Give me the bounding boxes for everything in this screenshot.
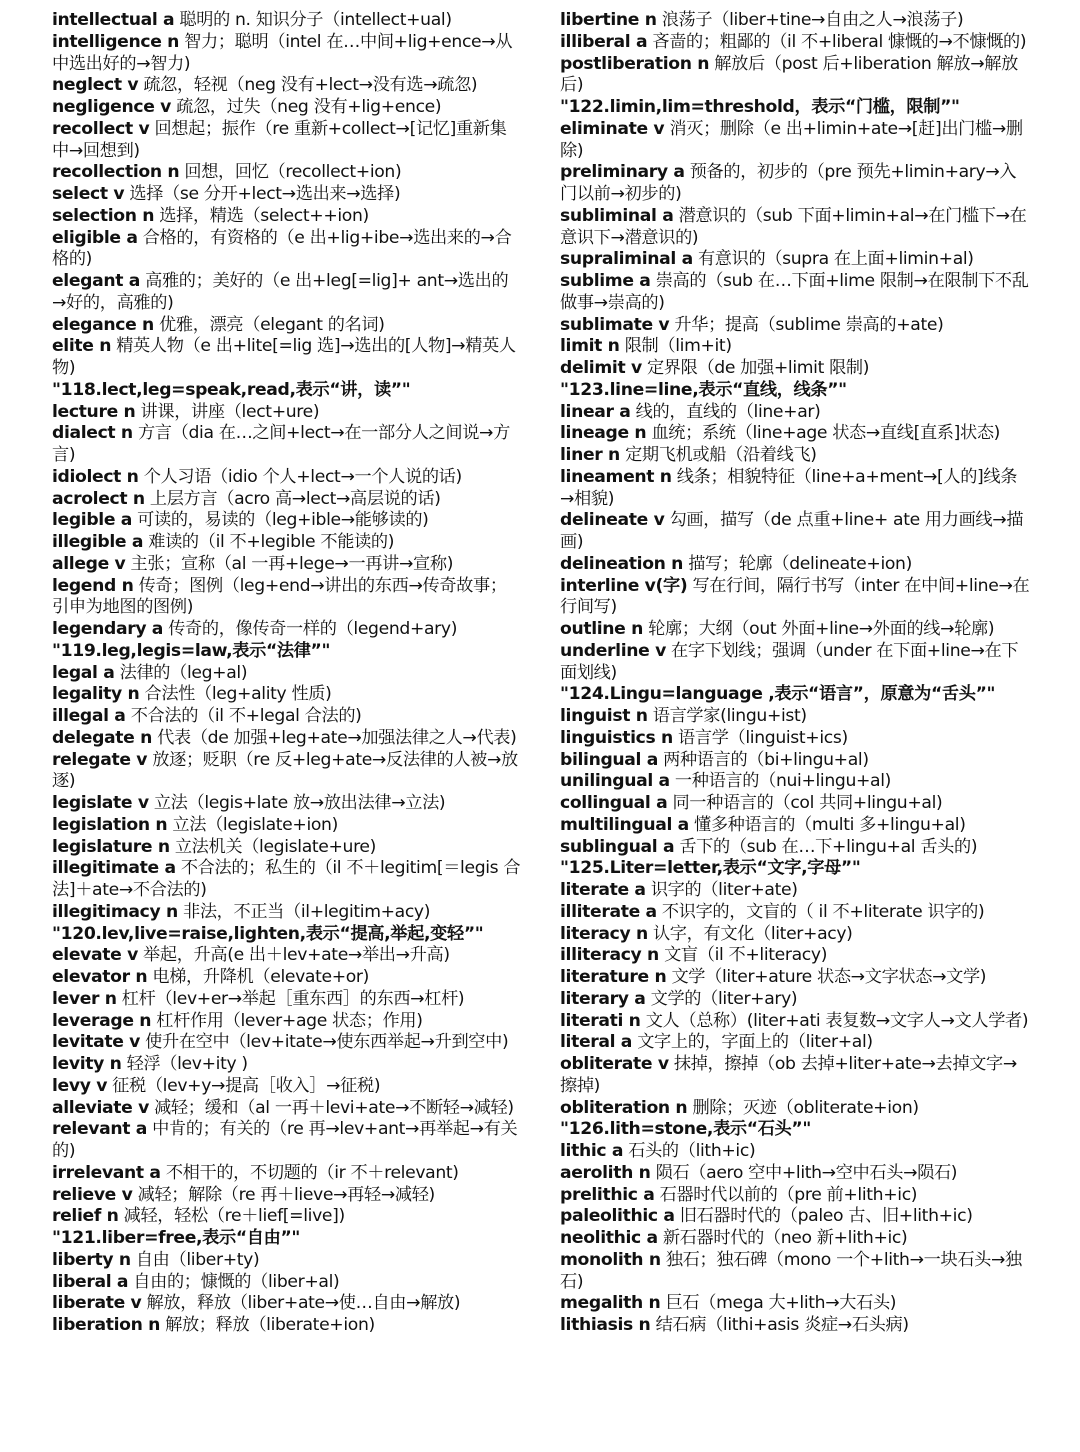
entry-definition: 升华；提高（sublime 崇高的+ate) — [674, 314, 944, 335]
entry-word: legal a — [52, 662, 115, 683]
entry-definition: 不合法的（il 不+legal 合法的) — [130, 706, 362, 726]
entry-definition: 杠杆（lev+er→举起［重东西］的东西→杠杆) — [121, 988, 465, 1009]
section-heading: "122.limin,lim=threshold，表示“门槛，限制”" — [560, 97, 960, 117]
vocab-entry — [560, 402, 1030, 424]
entry-definition: 解放后（post 后+liberation 解放→解放后) — [560, 53, 1018, 96]
entry-definition: 合法性（leg+ality 性质) — [144, 684, 332, 705]
entry-word: elite n — [52, 336, 112, 357]
entry-word: obliteration n — [560, 1097, 688, 1118]
vocab-entry — [52, 1011, 522, 1033]
entry-definition: 自由的；慷慨的（liber+al) — [133, 1271, 340, 1292]
entry-definition: 限制（lim+it) — [624, 336, 732, 357]
entry-definition: 消灭；删除（e 出+limin+ate→[赶]出门槛→删除) — [560, 118, 1023, 161]
entry-word: underline v — [560, 640, 666, 661]
vocab-entry — [52, 271, 522, 315]
entry-definition: 吝啬的；粗鄙的（il 不+liberal 慷慨的→不慷慨的) — [652, 31, 1027, 52]
entry-definition: 聪明的 n. 知识分子（intellect+ual) — [179, 10, 452, 30]
vocab-entry — [560, 880, 1030, 902]
entry-definition: 个人习语（idio 个人+lect→一个人说的话) — [143, 466, 462, 487]
entry-word: liberty n — [52, 1249, 131, 1270]
entry-word: elegant a — [52, 271, 140, 291]
entry-definition: 一种语言的（nui+lingu+al) — [674, 771, 892, 792]
vocab-entry — [52, 206, 522, 228]
entry-word: idiolect n — [52, 466, 139, 487]
entry-word: monolith n — [560, 1249, 661, 1270]
entry-definition: 语言学家(lingu+ist) — [652, 706, 807, 726]
entry-word: levity n — [52, 1054, 122, 1074]
entry-word: prelithic a — [560, 1184, 655, 1205]
vocab-entry — [560, 249, 1030, 271]
entry-definition: 非法，不正当（il+legitim+acy) — [182, 901, 431, 922]
entry-definition: 可读的，易读的（leg+ible→能够读的) — [137, 510, 429, 531]
vocab-entry — [52, 1076, 522, 1098]
entry-definition: 征税（lev+y→提高［收入］→征税) — [112, 1075, 381, 1096]
entry-definition: 懂多种语言的（multi 多+lingu+al) — [694, 814, 966, 835]
vocab-entry — [52, 1119, 522, 1163]
vocab-entry — [560, 510, 1030, 554]
entry-definition: 立法（legis+late 放→放出法律→立法) — [153, 793, 446, 813]
entry-definition: 方言（dia 在…之间+lect→在一部分人之间说→方言) — [52, 423, 510, 465]
vocab-entry — [560, 902, 1030, 924]
entry-definition: 在字下划线；强调（under 在下面+line→在下面划线) — [560, 640, 1019, 683]
entry-word: subliminal a — [560, 205, 674, 226]
entry-word: multilingual a — [560, 814, 689, 835]
vocab-entry — [560, 967, 1030, 989]
entry-word: acrolect n — [52, 488, 145, 509]
entry-word: levy v — [52, 1075, 108, 1096]
vocab-entry — [560, 467, 1030, 511]
entry-word: bilingual a — [560, 749, 658, 770]
vocab-entry — [52, 402, 522, 424]
entry-word: lithic a — [560, 1141, 624, 1161]
entry-word: intellectual a — [52, 10, 175, 30]
vocab-entry — [52, 1250, 522, 1272]
entry-definition: 疏忽，过失（neg 没有+lig+ence) — [176, 97, 442, 117]
entry-definition: 认字，有文化（liter+acy) — [652, 923, 853, 944]
entry-word: liberal a — [52, 1271, 129, 1292]
vocab-entry — [560, 706, 1030, 728]
entry-word: linear a — [560, 401, 631, 422]
vocab-entry — [52, 1206, 522, 1228]
vocab-entry — [52, 184, 522, 206]
entry-definition: 语言学（linguist+ics) — [678, 727, 848, 748]
section-heading: "120.lev,live=raise,lighten,表示“提高,举起,变轻”" — [52, 923, 484, 944]
entry-definition: 放逐；贬职（re 反+leg+ate→反法律的人被→放逐) — [52, 749, 518, 792]
entry-word: illiberal a — [560, 31, 648, 52]
entry-definition: 使升在空中（lev+itate→使东西举起→升到空中) — [145, 1032, 509, 1053]
entry-definition: 线条；相貌特征（line+a+ment→[人的]线条→相貌) — [560, 466, 1018, 509]
vocab-entry — [560, 554, 1030, 576]
entry-definition: 血统；系统（line+age 状态→直线[直系]状态) — [651, 423, 1001, 444]
vocab-entry — [52, 423, 522, 467]
entry-definition: 结石病（lithi+asis 炎症→石头病) — [655, 1315, 909, 1335]
entry-word: select v — [52, 184, 125, 204]
entry-definition: 上层方言（acro 高→lect→高层说的话) — [149, 488, 441, 509]
vocab-entry — [52, 793, 522, 815]
entry-word: literate a — [560, 880, 646, 900]
entry-definition: 代表（de 加强+leg+ate→加强法律之人→代表) — [157, 727, 517, 748]
vocab-entry — [52, 1098, 522, 1120]
entry-definition: 合格的，有资格的（e 出+lig+ibe→选出来的→合格的) — [52, 227, 512, 270]
entry-word: liner n — [560, 445, 620, 465]
entry-definition: 优雅，漂亮（elegant 的名词) — [159, 314, 385, 335]
vocab-entry — [52, 336, 522, 380]
entry-word: allege v — [52, 553, 126, 574]
entry-word: preliminary a — [560, 162, 685, 183]
entry-definition: 预备的，初步的（pre 预先+limin+ary→入门以前→初步的) — [560, 162, 1017, 204]
entry-definition: 法律的（leg+al) — [119, 662, 248, 683]
entry-word: illiteracy n — [560, 945, 659, 966]
entry-word: neolithic a — [560, 1228, 658, 1248]
entry-definition: 轻浮（lev+ity ) — [126, 1054, 248, 1074]
vocab-entry — [52, 663, 522, 685]
entry-definition: 石头的（lith+ic) — [628, 1141, 756, 1161]
vocab-entry — [560, 1228, 1030, 1250]
entry-word: delineate v — [560, 510, 665, 531]
entry-word: delineation n — [560, 553, 684, 574]
vocab-entry — [52, 467, 522, 489]
entry-definition: 不识字的，文盲的（ il 不+literate 识字的) — [661, 901, 985, 922]
entry-definition: 回想起；振作（re 重新+collect→[记忆]重新集中→回想到) — [52, 118, 507, 161]
entry-definition: 浪荡子（liber+tine→自由之人→浪荡子) — [661, 10, 964, 30]
vocab-entry — [52, 228, 522, 272]
entry-word: legendary a — [52, 619, 164, 639]
entry-word: negligence v — [52, 97, 172, 117]
vocab-entry — [52, 489, 522, 511]
vocab-entry — [560, 445, 1030, 467]
vocab-entry — [52, 1315, 522, 1337]
entry-definition: 减轻；缓和（al 一再＋levi+ate→不断轻→减轻) — [154, 1097, 514, 1118]
entry-definition: 定界限（de 加强+limit 限制) — [646, 358, 870, 378]
vocab-entry — [52, 119, 522, 163]
vocab-entry — [52, 1054, 522, 1076]
entry-word: dialect n — [52, 423, 133, 444]
entry-definition: 陨石（aero 空中+lith→空中石头→陨石) — [655, 1162, 958, 1183]
entry-word: eliminate v — [560, 118, 665, 139]
vocab-entry — [560, 1054, 1030, 1098]
entry-word: linguistics n — [560, 727, 673, 748]
section-heading: "119.leg,legis=law,表示“法律”" — [52, 640, 331, 661]
vocab-entry — [52, 554, 522, 576]
vocab-entry — [52, 32, 522, 76]
vocab-entry — [560, 576, 1030, 620]
vocab-entry — [560, 793, 1030, 815]
entry-word: literacy n — [560, 923, 648, 944]
entry-word: lithiasis n — [560, 1315, 651, 1335]
vocab-entry — [560, 54, 1030, 98]
vocab-entry — [560, 641, 1030, 685]
entry-definition: 抹掉，擦掉（ob 去掉+liter+ate→去掉文字→擦掉) — [560, 1054, 1017, 1096]
entry-definition: 精英人物（e 出+lite[=lig 选]→选出的[人物]→精英人物) — [52, 336, 516, 378]
entry-word: relief n — [52, 1206, 119, 1227]
entry-word: supraliminal a — [560, 249, 693, 270]
entry-definition: 立法机关（legislate+ure) — [174, 836, 377, 857]
section-heading: "126.lith=stone,表示“石头”" — [560, 1119, 811, 1140]
entry-word: collingual a — [560, 793, 668, 813]
section-heading: "121.liber=free,表示“自由”" — [52, 1228, 301, 1248]
entry-definition: 举起，升高(e 出＋lev+ate→举出→升高) — [143, 945, 450, 966]
entry-definition: 杠杆作用（lever+age 状态；作用) — [156, 1010, 423, 1031]
entry-definition: 解放，释放（liber+ate→使…自由→解放) — [146, 1293, 461, 1314]
vocab-entry — [52, 1293, 522, 1315]
entry-definition: 两种语言的（bi+lingu+al) — [663, 749, 869, 770]
vocab-entry — [560, 1098, 1030, 1120]
entry-word: linguist n — [560, 706, 648, 726]
entry-word: legality n — [52, 684, 140, 705]
entry-definition: 有意识的（supra 在上面+limin+al) — [697, 249, 974, 270]
entry-word: illiterate a — [560, 901, 657, 922]
entry-word: recollection n — [52, 162, 180, 183]
entry-word: elegance n — [52, 314, 154, 335]
entry-word: lever n — [52, 988, 117, 1009]
entry-definition: 石器时代以前的（pre 前+lith+ic) — [659, 1184, 918, 1205]
entry-definition: 智力；聪明（intel 在…中间+lig+ence→从中选出好的→智力) — [52, 31, 513, 74]
entry-definition: 文人（总称）(liter+ati 表复数→文字人→文人学者) — [645, 1010, 1029, 1031]
entry-word: eligible a — [52, 227, 138, 248]
vocab-entry — [560, 1293, 1030, 1315]
section-heading: "124.Lingu=language ,表示“语言”，原意为“舌头”" — [560, 684, 996, 705]
entry-word: paleolithic a — [560, 1206, 675, 1227]
entry-word: lecture n — [52, 401, 136, 422]
vocab-entry — [52, 97, 522, 119]
entry-definition: 传奇；图例（leg+end→讲出的东西→传奇故事；引申为地图的图例) — [52, 575, 507, 618]
vocab-entry — [52, 945, 522, 967]
vocab-entry — [560, 1250, 1030, 1294]
entry-word: outline n — [560, 619, 644, 639]
entry-definition: 自由（liber+ty) — [135, 1249, 260, 1270]
entry-definition: 写在行间，隔行书写（inter 在中间+line→在行间写) — [560, 575, 1030, 618]
vocab-entry — [52, 10, 522, 32]
section-heading: "123.line=line,表示“直线，线条”" — [560, 379, 847, 400]
vocab-entry — [560, 989, 1030, 1011]
entry-word: liberation n — [52, 1315, 160, 1335]
vocab-entry — [560, 271, 1030, 315]
vocab-entry — [52, 1272, 522, 1294]
entry-word: liberate v — [52, 1293, 142, 1314]
vocab-entry — [52, 750, 522, 794]
entry-definition: 独石；独石碑（mono 一个+lith→一块石头→独石) — [560, 1249, 1022, 1292]
entry-definition: 旧石器时代的（paleo 古、旧+lith+ic) — [679, 1206, 973, 1227]
entry-definition: 文字上的，字面上的（liter+al) — [637, 1032, 873, 1053]
entry-definition: 减轻；解除（re 再＋lieve→再轻→减轻) — [137, 1184, 435, 1205]
section-heading: "125.Liter=letter,表示“文字,字母”" — [560, 858, 861, 879]
entry-definition: 轮廓；大纲（out 外面+line→外面的线→轮廓) — [648, 619, 995, 639]
entry-word: aerolith n — [560, 1162, 651, 1183]
entry-word: literature n — [560, 967, 667, 987]
vocab-entry — [52, 706, 522, 728]
vocab-entry — [560, 119, 1030, 163]
entry-definition: 不相干的，不切题的（ir 不＋relevant) — [165, 1162, 459, 1183]
entry-word: legislation n — [52, 814, 168, 835]
entry-word: illegitimate a — [52, 858, 176, 879]
vocab-entry — [52, 1163, 522, 1185]
entry-definition: 识字的（liter+ate) — [650, 880, 798, 900]
entry-definition: 高雅的；美好的（e 出+leg[=lig]+ ant→选出的→好的，高雅的) — [52, 271, 509, 313]
entry-word: interline v(字) — [560, 575, 688, 596]
entry-definition: 描写；轮廓（delineate+ion) — [688, 553, 912, 574]
entry-definition: 线的，直线的（line+ar) — [635, 401, 821, 422]
entry-definition: 选择，精选（select++ion) — [159, 205, 369, 226]
entry-word: sublimate v — [560, 314, 670, 335]
entry-word: literal a — [560, 1032, 633, 1053]
vocab-entry — [560, 1315, 1030, 1337]
right-column — [560, 10, 1030, 1452]
entry-word: illegible a — [52, 532, 144, 552]
entry-definition: 文盲（il 不+literacy) — [664, 945, 828, 966]
vocab-entry — [560, 771, 1030, 793]
entry-definition: 定期飞机或船（沿着线飞) — [625, 445, 817, 465]
vocab-entry — [560, 358, 1030, 380]
entry-definition: 电梯，升降机（elevate+or) — [152, 967, 370, 987]
entry-definition: 文学（liter+ature 状态→文字状态→文学) — [671, 967, 987, 987]
vocab-entry — [52, 902, 522, 924]
vocab-entry — [560, 1011, 1030, 1033]
vocab-entry — [560, 206, 1030, 250]
entry-word: delegate n — [52, 727, 153, 748]
entry-definition: 巨石（mega 大+lith→大石头) — [665, 1293, 897, 1314]
entry-word: limit n — [560, 336, 620, 357]
vocab-entry — [560, 728, 1030, 750]
entry-word: unilingual a — [560, 771, 670, 792]
entry-definition: 立法（legislate+ion) — [172, 814, 338, 835]
entry-word: relegate v — [52, 749, 148, 770]
entry-definition: 主张；宣称（al 一再+lege→一再讲→宣称) — [130, 553, 454, 574]
vocab-entry — [52, 162, 522, 184]
entry-definition: 潜意识的（sub 下面+limin+al→在门槛下→在意识下→潜意识的) — [560, 205, 1027, 248]
entry-word: levitate v — [52, 1032, 141, 1053]
entry-word: legible a — [52, 510, 133, 531]
entry-definition: 难读的（il 不+legible 不能读的) — [148, 532, 395, 552]
entry-word: lineage n — [560, 423, 647, 444]
entry-word: megalith n — [560, 1293, 661, 1314]
vocab-entry — [560, 162, 1030, 206]
vocab-entry — [560, 10, 1030, 32]
vocab-entry — [52, 989, 522, 1011]
section-heading: "118.lect,leg=speak,read,表示“讲，读”" — [52, 379, 411, 400]
vocab-entry — [52, 576, 522, 620]
vocab-entry — [560, 1185, 1030, 1207]
vocab-entry — [52, 75, 522, 97]
entry-definition: 选择（se 分开+lect→选出来→选择) — [129, 184, 401, 204]
entry-word: illegitimacy n — [52, 901, 178, 922]
vocab-entry — [560, 750, 1030, 772]
entry-word: legislature n — [52, 836, 170, 857]
entry-word: legislate v — [52, 793, 149, 813]
vocab-entry — [560, 837, 1030, 859]
vocab-entry — [52, 510, 522, 532]
vocab-entry — [560, 336, 1030, 358]
vocab-entry — [560, 315, 1030, 337]
vocab-entry — [52, 858, 522, 902]
entry-definition: 中肯的；有关的（re 再→lev+ant→再举起→有关的) — [52, 1119, 518, 1161]
entry-word: sublime a — [560, 271, 651, 291]
entry-word: elevate v — [52, 945, 138, 966]
vocab-entry — [52, 619, 522, 641]
vocab-entry — [52, 815, 522, 837]
vocab-entry — [560, 1141, 1030, 1163]
vocab-entry — [52, 1185, 522, 1207]
entry-definition: 新石器时代的（neo 新+lith+ic) — [662, 1228, 908, 1248]
vocab-entry — [560, 1163, 1030, 1185]
entry-definition: 舌下的（sub 在…下+lingu+al 舌头的) — [679, 836, 978, 857]
entry-definition: 同一种语言的（col 共同+lingu+al) — [672, 793, 943, 813]
entry-definition: 疏忽，轻视（neg 没有+lect→没有选→疏忽) — [143, 75, 478, 96]
vocab-entry — [52, 728, 522, 750]
entry-word: recollect v — [52, 118, 150, 139]
entry-word: intelligence n — [52, 31, 180, 52]
vocab-entry — [560, 619, 1030, 641]
entry-definition: 勾画，描写（de 点重+line+ ate 用力画线→描画) — [560, 510, 1024, 552]
left-column — [52, 10, 522, 1452]
entry-definition: 减轻，轻松（re＋lief[=live]) — [123, 1206, 345, 1227]
entry-definition: 讲课，讲座（lect+ure) — [140, 401, 320, 422]
entry-word: irrelevant a — [52, 1162, 161, 1183]
vocab-entry — [52, 684, 522, 706]
entry-word: illegal a — [52, 706, 126, 726]
vocab-entry — [560, 815, 1030, 837]
entry-word: elevator n — [52, 967, 148, 987]
entry-word: leverage n — [52, 1010, 152, 1031]
vocab-entry — [52, 837, 522, 859]
entry-word: postliberation n — [560, 53, 710, 74]
vocab-entry — [560, 1032, 1030, 1054]
vocab-entry — [560, 924, 1030, 946]
vocab-entry — [560, 423, 1030, 445]
entry-word: delimit v — [560, 358, 642, 378]
entry-word: relieve v — [52, 1184, 133, 1205]
entry-word: literati n — [560, 1010, 641, 1031]
entry-word: relevant a — [52, 1119, 148, 1140]
entry-definition: 传奇的，像传奇一样的（legend+ary) — [168, 619, 458, 639]
vocab-entry — [52, 1032, 522, 1054]
entry-definition: 崇高的（sub 在…下面+lime 限制→在限制下不乱做事→崇高的) — [560, 271, 1029, 313]
entry-word: neglect v — [52, 75, 139, 96]
vocab-entry — [560, 945, 1030, 967]
entry-definition: 解放；释放（liberate+ion) — [165, 1315, 375, 1335]
entry-definition: 文学的（liter+ary) — [650, 988, 798, 1009]
vocab-entry — [560, 32, 1030, 54]
entry-word: obliterate v — [560, 1054, 669, 1074]
entry-word: legend n — [52, 575, 134, 596]
entry-word: literary a — [560, 988, 646, 1009]
vocab-entry — [52, 532, 522, 554]
vocab-entry — [560, 1206, 1030, 1228]
entry-word: lineament n — [560, 466, 672, 487]
entry-word: sublingual a — [560, 836, 675, 857]
entry-word: libertine n — [560, 10, 657, 30]
entry-definition: 不合法的；私生的（il 不＋legitim[＝legis 合法]＋ate→不合法的) — [52, 858, 521, 900]
entry-definition: 回想，回忆（recollect+ion) — [184, 162, 402, 183]
vocab-entry — [52, 967, 522, 989]
entry-definition: 删除；灭迹（obliterate+ion) — [692, 1097, 919, 1118]
entry-word: alleviate v — [52, 1097, 149, 1118]
entry-word: selection n — [52, 205, 155, 226]
vocab-entry — [52, 315, 522, 337]
